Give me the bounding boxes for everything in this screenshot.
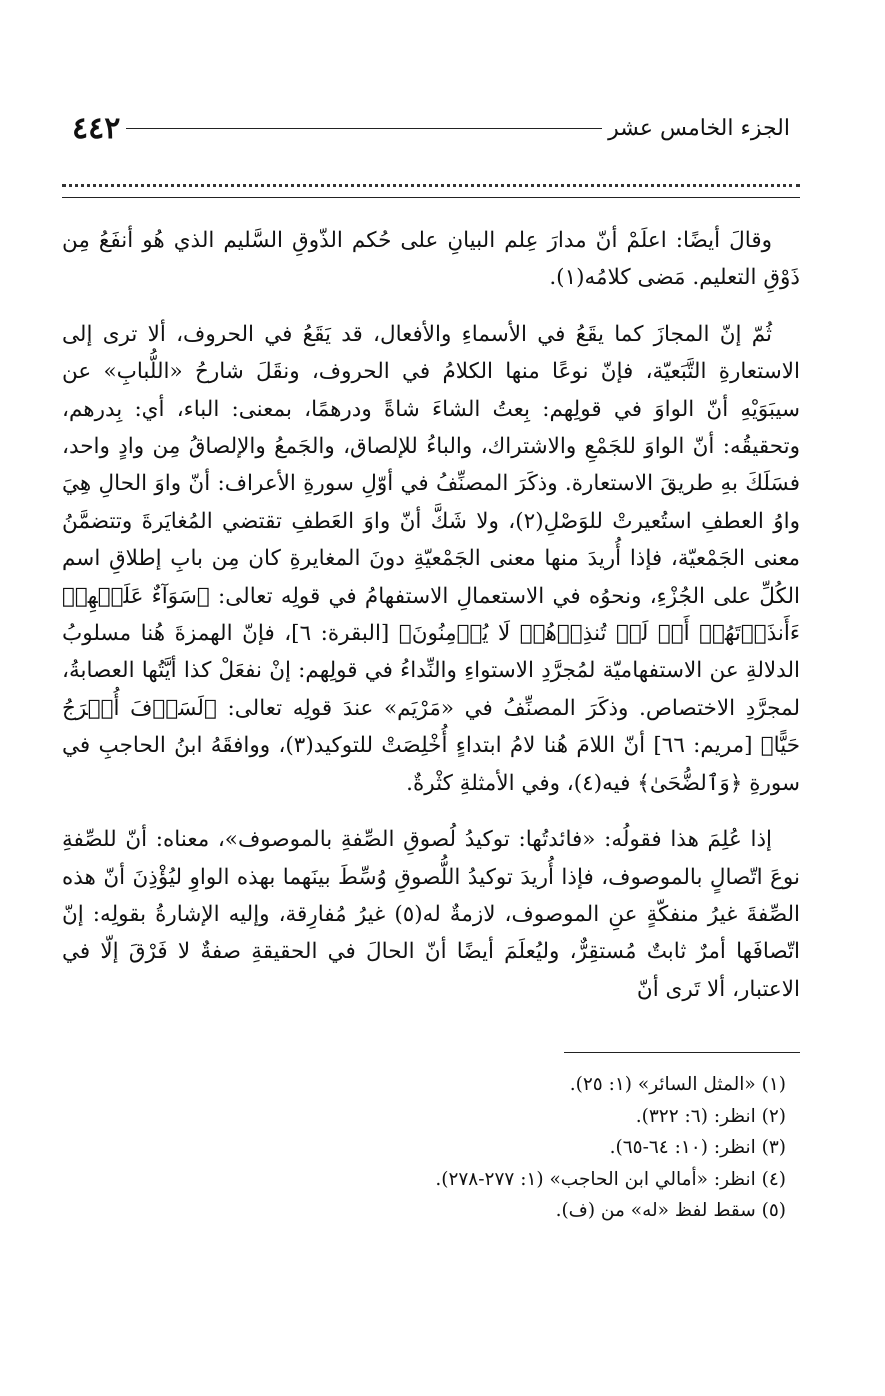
header-rule — [126, 128, 602, 129]
footnote: (٤) انظر: «أمالي ابن الحاجب» (١: ٢٧٧-٢٧٨). — [435, 1168, 786, 1190]
paragraph: إذا عُلِمَ هذا فقولُه: «فائدتُها: توكيدُ لُصوقِ الصِّفةِ بالموصوف»، معناه: أنّ للصِّفةِ نوعَ اتّصالٍ بالموصوف، فإذا أُريدَ توكيدُ اللُّصوقِ وُسِّطَ بينَهما بهذه الواوِ ليُؤْذِنَ أنّ هذه الصِّفةَ غيرُ منفكّةٍ عنِ الموصوف، لازمةٌ له(٥) غيرُ مُفارِقة، وإليه الإشارةُ بقولِه: إنّ اتّصافَها أمرٌ ثابتٌ مُستقِرٌّ، وليُعلَمَ أيضًا أنّ الحالَ في الحقيقةِ صفةٌ لا فَرْقَ إلّا في الاعتبار، ألا تَرى أنّ — [62, 827, 800, 1002]
page-header — [62, 100, 800, 156]
footnote: (٣) انظر: (١٠: ٦٤-٦٥). — [609, 1137, 786, 1159]
paragraph: وقالَ أيضًا: اعلَمْ أنّ مدارَ عِلم البيانِ على حُكم الذّوقِ السَّليم الذي هُو أنفَعُ مِن ذَوْقِ التعليم. مَضى كلامُه(١). — [62, 228, 800, 291]
running-title: الجزء الخامس عشر — [608, 115, 790, 141]
paragraph: ثُمّ إنّ المجازَ كما يقَعُ في الأسماءِ والأفعال، قد يَقَعُ في الحروف، ألا ترى إلى الاستعارةِ التَّبَعيّة، فإنّ نوعًا منها الكلامُ في الحروف، ونقَلَ شارحُ «اللُّبابِ» عن سيبَوَيْهِ أنّ الواوَ في قولِهم: بِعتُ الشاءَ شاةً ودرهمًا، بمعنى: الباء، أي: بِدرهم، وتحقيقُه: أنّ الواوَ للجَمْعِ والاشتراك، والباءُ للإلصاق، والجَمعُ والإلصاقُ مِن وادٍ واحد، فسَلَكَ بهِ طريقَ الاستعارة. وذكَرَ المصنِّفُ في أوّلِ سورةِ الأعراف: أنّ واوَ الحالِ هِيَ واوُ العطفِ استُعيرتْ للوَصْلِ(٢)، ولا شَكَّ أنّ واوَ العَطفِ تقتضي المُغايَرةَ وتتضمَّنُ معنى الجَمْعيّة، فإذا أُريدَ منها معنى الجَمْعيّةِ دونَ المغايرةِ كان مِن بابِ إطلاقِ اسم الكُلِّ على الجُزْءِ، ونحوُه في الاستعمالِ الاستفهامُ في قولِه تعالى: ﴿سَوَآءٌ عَلَيۡهِمۡ ءَأَنذَرۡتَهُمۡ أَمۡ لَمۡ تُنذِرۡهُمۡ لَا يُؤۡمِنُونَ﴾ [البقرة: ٦]، فإنّ الهمزةَ هُنا مسلوبُ الدلالةِ عن الاستفهاميّة لمُجرَّدِ الاستواءِ والنِّداءُ في قولِهم: إنْ نفعَلْ كذا أيَّتُها العصابةُ، لمجرَّدِ الاختصاص. وذكَرَ المصنِّفُ في «مَرْيَم» عندَ قولِه تعالى: ﴿لَسَوۡفَ أُخۡرَجُ حَيًّا﴾ [مريم: ٦٦] أنّ اللامَ هُنا لامُ ابتداءٍ أُخْلِصَتْ للتوكيد(٣)، ووافقَهُ ابنُ الحاجبِ في سورةِ ﴿وَٱلضُّحَىٰ﴾ فيه(٤)، وفي الأمثلةِ كثْرةٌ. — [62, 321, 801, 796]
footnote: (١) «المثل السائر» (١: ٢٥). — [569, 1074, 786, 1096]
footnote: (٢) انظر: (٦: ٣٢٢). — [635, 1105, 786, 1127]
book-page — [62, 100, 800, 1350]
solid-separator — [62, 197, 800, 198]
footnote: (٥) سقط لفظ «له» من (ف). — [555, 1200, 786, 1222]
footnote-separator — [564, 1052, 800, 1053]
footnotes — [62, 1069, 800, 1227]
page-number: ٤٤٢ — [72, 110, 121, 146]
main-text — [62, 222, 800, 1008]
dotted-separator — [62, 184, 800, 187]
